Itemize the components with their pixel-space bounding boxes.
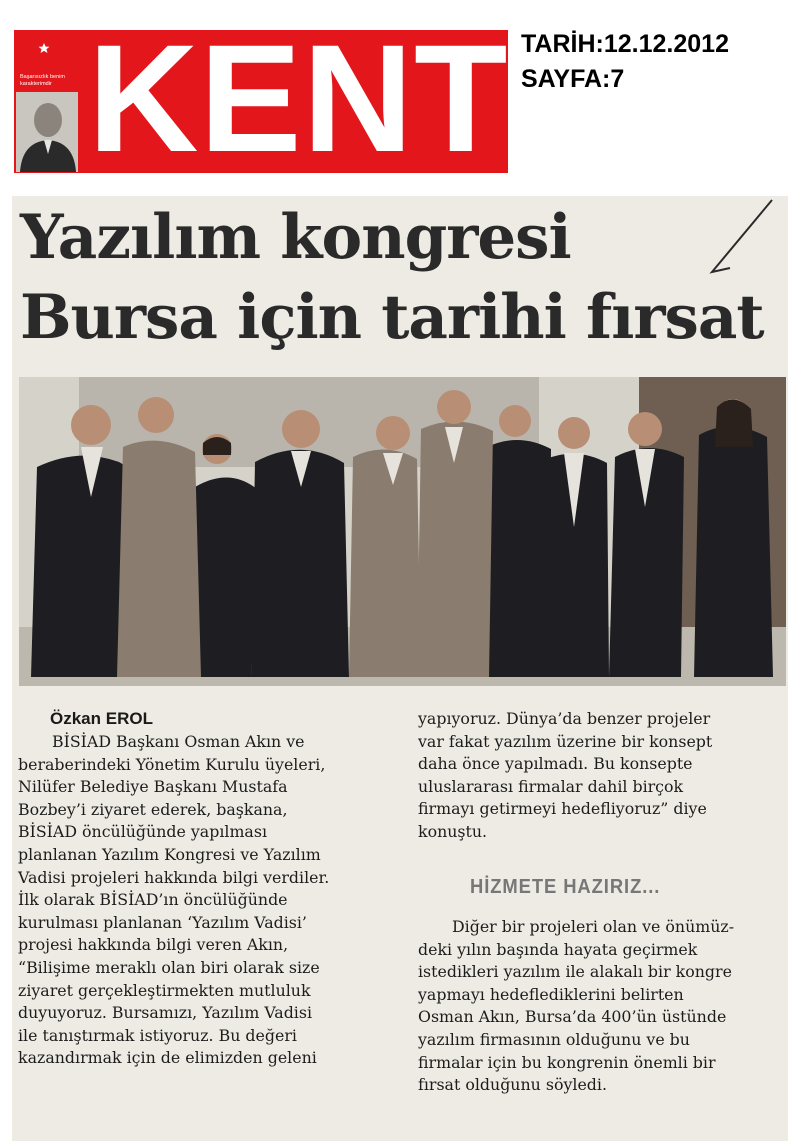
- text-line: Osman Akın, Bursa’da 400’ün üstünde: [418, 1007, 727, 1027]
- logo-wordmark: KENT: [88, 30, 508, 173]
- text-line: ile tanıştırmak istiyoruz. Bu değeri: [18, 1025, 297, 1045]
- text-line: yapmayı hedeflediklerini belirten: [418, 984, 684, 1004]
- text-line: istedikleri yazılım ile alakalı bir kongre: [418, 962, 732, 982]
- article-column-3: [418, 916, 798, 1097]
- pen-mark: [700, 196, 780, 276]
- section-subhead: HİZMETE HAZIRIZ...: [470, 876, 661, 898]
- text-line: deki yılın başında hayata geçirmek: [418, 939, 698, 959]
- text-line: kurulması planlanan ‘Yazılım Vadisi’: [18, 912, 307, 932]
- logo-slogan: Başarısızlık benim karakterimdir: [20, 74, 65, 87]
- text-line: yazılım firmasının olduğunu ve bu: [418, 1029, 690, 1049]
- group-photo: [19, 377, 786, 686]
- text-line: “Bilişime meraklı olan biri olarak size: [18, 957, 320, 977]
- text-line: kazandırmak için de elimizden geleni: [18, 1048, 317, 1068]
- text-line: ziyaret gerçekleştirmekten mutluluk: [18, 980, 311, 1000]
- text-line: İlk olarak BİSİAD’ın öncülüğünde: [18, 890, 288, 910]
- article-column-1: [18, 731, 398, 1070]
- article-column-2: [418, 708, 798, 844]
- portrait-image: [16, 92, 78, 172]
- text-line: projesi hakkında bilgi veren Akın,: [18, 935, 289, 955]
- text-line: firmayı getirmeyi hedefliyoruz” diye: [418, 799, 707, 819]
- text-line: Nilüfer Belediye Başkanı Mustafa: [18, 777, 288, 797]
- text-line: var fakat yazılım üzerine bir konsept: [418, 731, 713, 751]
- text-line: daha önce yapılmadı. Bu konsepte: [418, 754, 693, 774]
- byline: Özkan EROL: [50, 709, 153, 728]
- text-line: yapıyoruz. Dünya’da benzer projeler: [418, 709, 711, 728]
- headline-line-1: Yazılım kongresi: [20, 202, 571, 273]
- kent-logo: [14, 30, 508, 173]
- date-label: TARİH:12.12.2012: [521, 30, 729, 58]
- text-line: duyuyoruz. Bursamızı, Yazılım Vadisi: [18, 1003, 313, 1023]
- page-label: SAYFA:7: [521, 65, 625, 93]
- crescent-star-icon: [18, 34, 58, 60]
- clipping-meta: [521, 27, 729, 97]
- text-line: Bozbey’i ziyaret ederek, başkana,: [18, 799, 288, 819]
- text-line: fırsat olduğunu söyledi.: [418, 1075, 607, 1095]
- text-line: planlanan Yazılım Kongresi ve Yazılım: [18, 844, 321, 864]
- text-line: Diğer bir projeleri olan ve önümüz-: [452, 917, 735, 936]
- text-line: firmalar için bu kongrenin önemli bir: [418, 1052, 716, 1072]
- text-line: BİSİAD Başkanı Osman Akın ve: [52, 732, 305, 751]
- text-line: konuştu.: [418, 821, 488, 841]
- text-line: uluslararası firmalar dahil birçok: [418, 776, 684, 796]
- text-line: beraberindeki Yönetim Kurulu üyeleri,: [18, 754, 326, 774]
- headline-line-2: Bursa için tarihi fırsat: [20, 282, 764, 353]
- text-line: Vadisi projeleri hakkında bilgi verdiler.: [18, 867, 330, 887]
- text-line: BİSİAD öncülüğünde yapılması: [18, 822, 267, 842]
